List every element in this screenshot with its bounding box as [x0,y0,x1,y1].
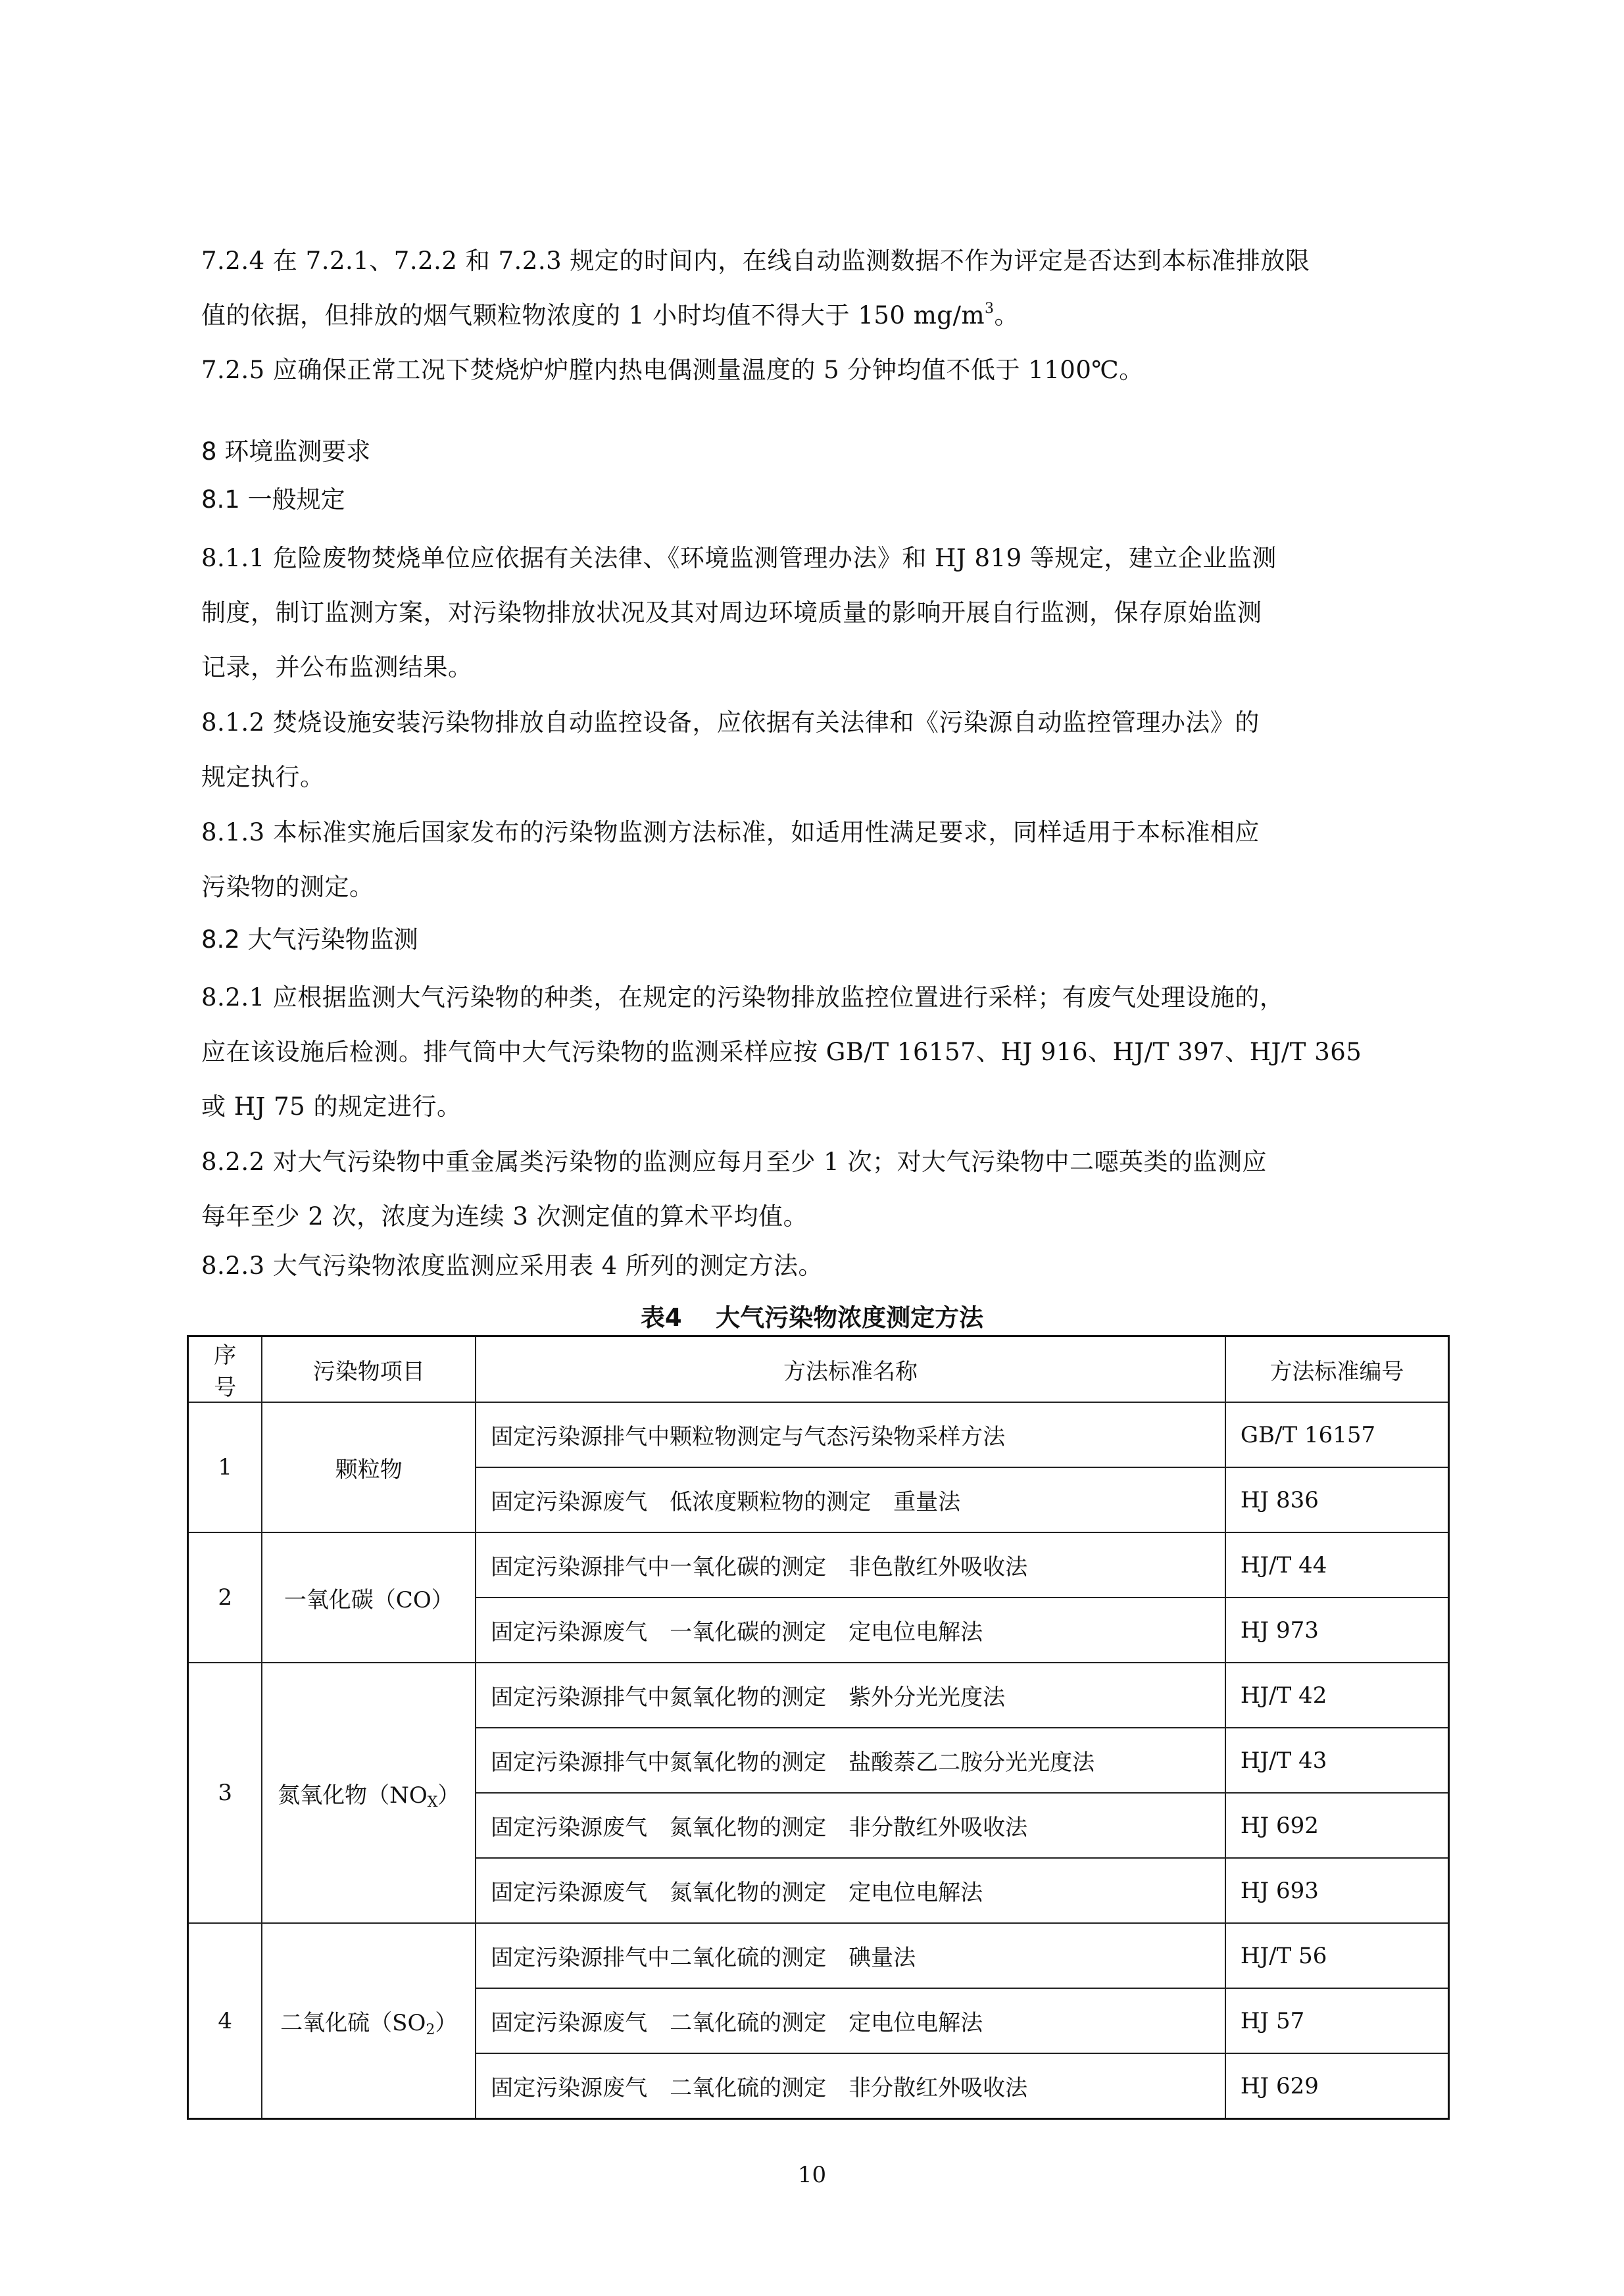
table-row [188,1923,1449,1988]
page-number: 10 [797,2162,827,2188]
paragraph-8-2-1 [201,970,1434,1134]
paragraph-line: 规定执行。 [201,763,325,791]
paragraph-line: 8.2.3 大气污染物浓度监测应采用表 4 所列的测定方法。 [201,1252,823,1280]
paragraph-line: 7.2.5 应确保正常工况下焚烧炉炉膛内热电偶测量温度的 5 分钟均值不低于 1100℃。 [201,356,1144,384]
paragraph-line: 应在该设施后检测。排气筒中大气污染物的监测采样应按 GB/T 16157、HJ 916、HJ/T 397、HJ/T 365 [201,1038,1362,1066]
methods-table [187,1335,1450,2120]
pollutant-name-end: ） [435,2010,458,2036]
method-code-cell: HJ 693 [1225,1858,1449,1923]
subscript: 2 [426,2022,435,2038]
serial-number-cell: 4 [188,1923,262,2119]
paragraph-8-2-2 [201,1135,1434,1244]
paragraph-line-end: 。 [994,301,1020,330]
paragraph-8-1-3 [201,805,1434,914]
paragraph-line: 8.1.1 危险废物焚烧单位应依据有关法律、《环境监测管理办法》和 HJ 819 等规定，建立企业监测 [201,544,1277,572]
section-8-2-heading: 8.2 大气污染物监测 [201,925,418,954]
paragraph-line: 7.2.4 在 7.2.1、7.2.2 和 7.2.3 规定的时间内，在线自动监测数据不作为评定是否达到本标准排放限 [201,247,1310,275]
header-cell: 污染物项目 [262,1336,476,1403]
header-cell: 方法标准编号 [1225,1336,1449,1403]
method-code-cell: GB/T 16157 [1225,1402,1449,1467]
method-name-cell: 固定污染源排气中氮氧化物的测定 紫外分光光度法 [476,1663,1225,1728]
serial-number-cell: 1 [188,1402,262,1532]
method-name-cell: 固定污染源排气中颗粒物测定与气态污染物采样方法 [476,1402,1225,1467]
paragraph-line: 8.1.3 本标准实施后国家发布的污染物监测方法标准，如适用性满足要求，同样适用于本标准相应 [201,818,1260,846]
table-caption-number: 表4 [640,1304,682,1332]
table-row [188,1532,1449,1598]
method-code-cell: HJ/T 44 [1225,1532,1449,1598]
table-caption [0,1298,1624,1338]
pollutant-name: 颗粒物 [335,1456,403,1483]
subscript: X [427,1794,438,1811]
method-name-cell: 固定污染源排气中一氧化碳的测定 非色散红外吸收法 [476,1532,1225,1598]
method-code-cell: HJ 57 [1225,1988,1449,2053]
method-name-cell: 固定污染源排气中二氧化硫的测定 碘量法 [476,1923,1225,1988]
paragraph-7-2-4 [201,233,1434,343]
paragraph-8-1-1 [201,531,1434,695]
pollutant-cell [262,1923,476,2119]
pollutant-name: 一氧化碳（CO） [283,1586,454,1613]
serial-number-cell: 2 [188,1532,262,1663]
method-code-cell: HJ/T 42 [1225,1663,1449,1728]
table-row [188,1663,1449,1728]
paragraph-line: 8.1.2 焚烧设施安装污染物排放自动监控设备，应依据有关法律和《污染源自动监控管理办法》的 [201,708,1260,737]
method-name-cell: 固定污染源排气中氮氧化物的测定 盐酸萘乙二胺分光光度法 [476,1728,1225,1793]
method-name-cell: 固定污染源废气 氮氧化物的测定 非分散红外吸收法 [476,1793,1225,1858]
method-code-cell: HJ/T 56 [1225,1923,1449,1988]
method-code-cell: HJ 973 [1225,1598,1449,1663]
paragraph-line: 制度，制订监测方案，对污染物排放状况及其对周边环境质量的影响开展自行监测，保存原始监测 [201,598,1262,627]
section-8-1-heading: 8.1 一般规定 [201,485,345,514]
section-8-heading: 8 环境监测要求 [201,437,371,466]
table-caption-title: 大气污染物浓度测定方法 [716,1304,984,1332]
header-cell: 序号 [188,1336,262,1403]
pollutant-cell [262,1532,476,1663]
method-name-cell: 固定污染源废气 氮氧化物的测定 定电位电解法 [476,1858,1225,1923]
paragraph-line: 或 HJ 75 的规定进行。 [201,1092,462,1121]
paragraph-8-2-3 [201,1238,1434,1293]
serial-number-cell: 3 [188,1663,262,1923]
method-code-cell: HJ 629 [1225,2053,1449,2119]
method-name-cell: 固定污染源废气 二氧化硫的测定 非分散红外吸收法 [476,2053,1225,2119]
pollutant-cell [262,1663,476,1923]
pollutant-name-end: ） [437,1782,460,1809]
method-code-cell: HJ 836 [1225,1467,1449,1532]
method-code-cell: HJ 692 [1225,1793,1449,1858]
pollutant-name: 二氧化硫（SO [280,2010,426,2036]
superscript: 3 [985,301,995,317]
table-header-row [188,1336,1449,1403]
pollutant-cell [262,1402,476,1532]
table-row [188,1402,1449,1467]
paragraph-line: 每年至少 2 次，浓度为连续 3 次测定值的算术平均值。 [201,1202,808,1231]
method-name-cell: 固定污染源废气 一氧化碳的测定 定电位电解法 [476,1598,1225,1663]
pollutant-name: 氮氧化物（NO [278,1782,428,1809]
paragraph-line: 记录，并公布监测结果。 [201,653,473,681]
paragraph-line: 污染物的测定。 [201,873,374,901]
method-name-cell: 固定污染源废气 低浓度颗粒物的测定 重量法 [476,1467,1225,1532]
paragraph-line: 值的依据，但排放的烟气颗粒物浓度的 1 小时均值不得大于 150 mg/m [201,301,985,330]
paragraph-7-2-5 [201,343,1434,397]
method-name-cell: 固定污染源废气 二氧化硫的测定 定电位电解法 [476,1988,1225,2053]
paragraph-line: 8.2.2 对大气污染物中重金属类污染物的监测应每月至少 1 次；对大气污染物中二噁英类的监测应 [201,1148,1267,1176]
paragraph-line: 8.2.1 应根据监测大气污染物的种类，在规定的污染物排放监控位置进行采样；有废气处理设施的， [201,983,1285,1012]
method-code-cell: HJ/T 43 [1225,1728,1449,1793]
paragraph-8-1-2 [201,695,1434,804]
header-cell: 方法标准名称 [476,1336,1225,1403]
